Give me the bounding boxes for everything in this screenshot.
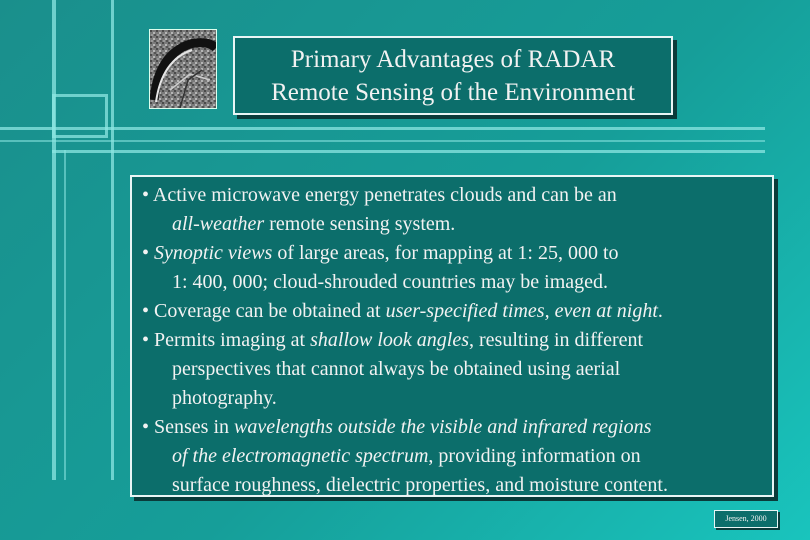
frame-line-horizontal-mid xyxy=(0,140,765,142)
bullet-text: • xyxy=(142,242,155,264)
bullet-continuation: 1: 400, 000; cloud-shrouded countries may be imaged. xyxy=(172,271,609,293)
slide-title-line1: Primary Advantages of RADAR xyxy=(290,45,616,73)
frame-square xyxy=(52,94,108,138)
frame-line-vertical-left xyxy=(52,0,56,480)
credit-label: Jensen, 2000 xyxy=(714,510,778,528)
frame-line-horizontal-top xyxy=(0,127,765,130)
bullet-emphasis: wavelengths outside the visible and infrared regions xyxy=(234,416,652,438)
bullet-emphasis: all-weather xyxy=(172,213,265,235)
radar-image-graphic xyxy=(150,30,216,108)
frame-line-vertical-inner xyxy=(64,150,66,480)
frame-line-horizontal-lower xyxy=(52,150,765,153)
bullet-text: • Permits imaging at xyxy=(142,329,311,351)
content-box xyxy=(130,175,774,497)
radar-image-thumbnail xyxy=(149,29,217,109)
bullet-continuation xyxy=(142,442,772,471)
bullet-text: • Senses in xyxy=(142,416,235,438)
slide-title-line2: Remote Sensing of the Environment xyxy=(271,78,635,106)
bullet-text: , providing information on xyxy=(428,445,641,467)
bullet-continuation: perspectives that cannot always be obtained using aerial xyxy=(172,358,621,380)
bullet-item xyxy=(142,326,772,413)
bullet-text: • Coverage can be obtained at xyxy=(142,300,386,322)
frame-line-vertical-right xyxy=(111,0,114,480)
bullet-emphasis: user-specified times, even at night xyxy=(385,300,658,322)
bullet-continuation xyxy=(142,210,772,239)
bullet-item xyxy=(142,297,772,326)
bullet-text: remote sensing system. xyxy=(264,213,456,235)
bullet-emphasis: of the electromagnetic spectrum xyxy=(172,445,429,467)
bullet-text: , resulting in different xyxy=(469,329,644,351)
bullet-text: • Active microwave energy penetrates clouds and can be an xyxy=(142,184,617,206)
bullet-item xyxy=(142,413,772,500)
bullet-text: of large areas, for mapping at 1: 25, 000 to xyxy=(272,242,619,264)
bullet-continuation: surface roughness, dielectric properties, and moisture content. xyxy=(172,474,668,496)
bullet-emphasis: shallow look angles xyxy=(310,329,469,351)
bullet-item xyxy=(142,239,772,297)
bullet-emphasis: Synoptic views xyxy=(154,242,273,264)
bullet-item xyxy=(142,181,772,239)
bullet-continuation: photography. xyxy=(172,387,277,409)
slide-title-box xyxy=(233,36,673,115)
bullet-text: . xyxy=(657,300,663,322)
